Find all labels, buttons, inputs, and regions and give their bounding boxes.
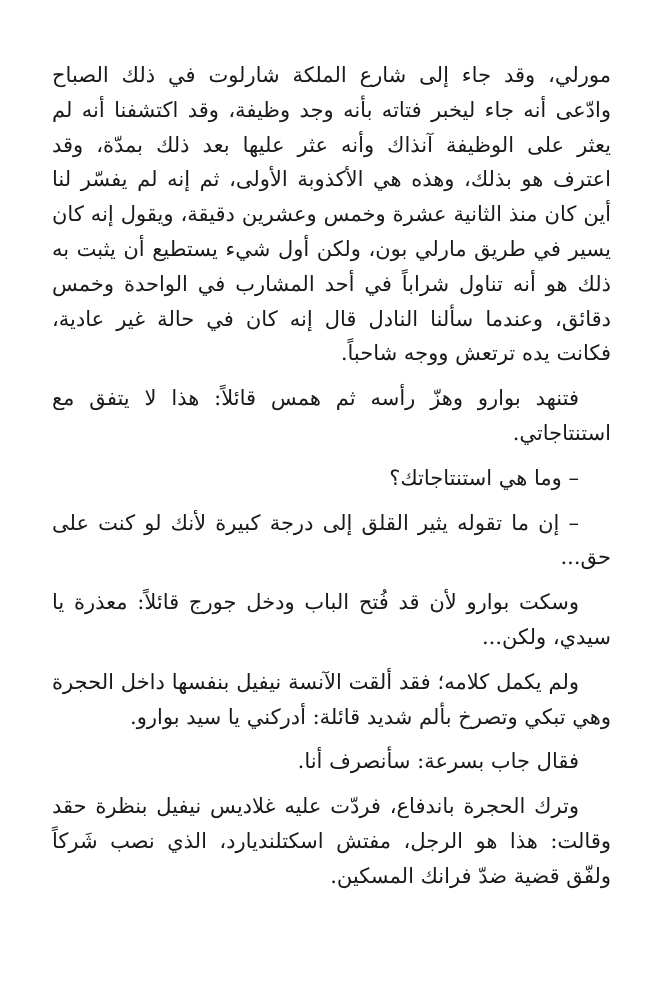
paragraph-george-enters: وسكت بوارو لأن قد فُتح الباب ودخل جورج قائلاً: معذرة يا سيدي، ولكن... bbox=[52, 590, 611, 649]
paragraph-continuation: مورلي، وقد جاء إلى شارع الملكة شارلوت في ذلك الصباح وادّعى أنه جاء ليخبر فتاته بأنه وجد وظيفة، وقد اكتشفنا أنه لم يعثر على الوظيفة آنذاك وأنه عثر عليها بعد ذلك بمدّة، وقد اعترف هو بذلك، وهذه هي الأكذوبة الأولى، ثم إنه لم يفسّر لنا أين كان منذ الثانية عشرة وخمس وعشرين دقيقة، ويقول إنه كان يسير في طريق مارلي بون، ولكن أول شيء يستطيع أن يثبت به ذلك هو أنه تناول شراباً في أحد المشارب في الواحدة وخمس دقائق، وعندما سألنا النادل قال إنه كان في حالة غير عادية، فكانت يده ترتعش ووجه شاحباً. bbox=[52, 63, 611, 366]
paragraph-poirot-sighs: فتنهد بوارو وهزّ رأسه ثم همس قائلاً: هذا لا يتفق مع استنتاجاتي. bbox=[52, 386, 611, 445]
paragraph-gladys-accuses: وترك الحجرة باندفاع، فردّت عليه غلاديس نيفيل بنظرة حقد وقالت: هذا هو الرجل، مفتش اسكتلنديارد، الذي نصب شَركاً ولفّق قضية ضدّ فرانك المسكين. bbox=[52, 794, 611, 888]
paragraph-miss-nevill: ولم يكمل كلامه؛ فقد ألقت الآنسة نيفيل بنفسها داخل الحجرة وهي تبكي وتصرخ بألم شديد قائلة: أدركني يا سيد بوارو. bbox=[52, 669, 611, 729]
dialogue-line-answer: – إن ما تقوله يثير القلق إلى درجة كبيرة لأنك لو كنت على حق... bbox=[52, 510, 611, 570]
paragraph-japp-leaves: فقال جاب بسرعة: سأنصرف أنا. bbox=[297, 749, 579, 774]
dialogue-line-question: – وما هي استنتاجاتك؟ bbox=[389, 465, 579, 490]
